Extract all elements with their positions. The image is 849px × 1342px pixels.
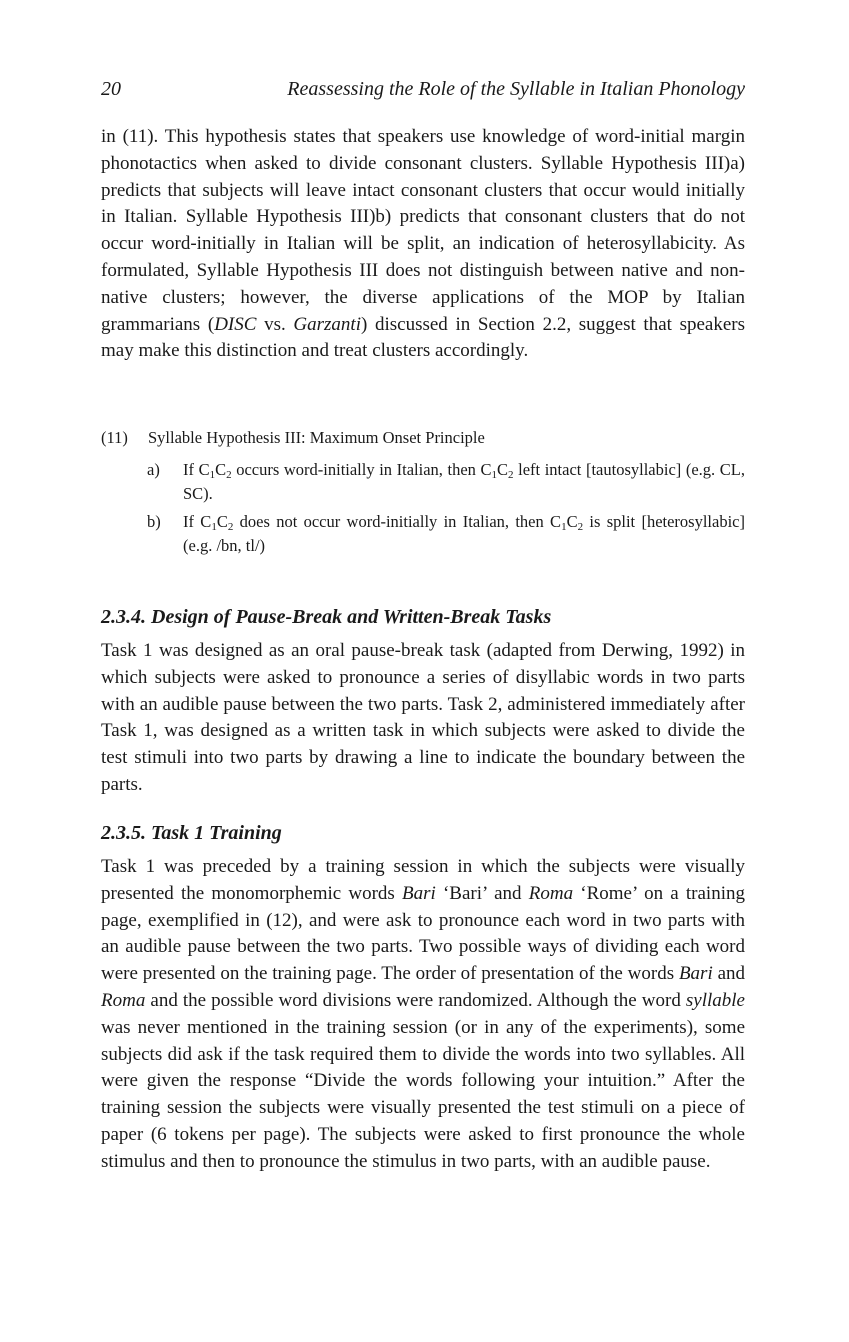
item-text: If C [183,460,210,479]
subscript: 1 [211,521,217,533]
paragraph-text: vs. [256,313,294,335]
running-title: Reassessing the Role of the Syllable in Italian Phonology [287,78,745,100]
garzanti-term: Garzanti [293,313,361,335]
item-text: C [215,460,227,479]
item-label: a) [147,460,160,479]
paragraph-text: ‘Rome’ on a training page, exemplified in (12), and were ask to pronounce each word in two parts with an audible pause between the two parts. Two possible ways of dividing each word were presented on the training page. The order of presentation of the words [101,882,745,985]
example-11 [101,426,745,558]
disc-term: DISC [214,313,257,335]
page-number: 20 [101,78,121,100]
item-text: C [566,512,578,531]
section-heading-2-3-5: 2.3.5. Task 1 Training [101,822,282,844]
paragraph-training [101,854,745,1176]
subscript: 1 [209,469,216,481]
item-text: If C [183,512,212,531]
paragraph-hypothesis [101,124,745,365]
subscript: 2 [226,469,232,481]
paragraph-text: Task 1 was preceded by a training session in which the subjects were visually presented the monomorphemic words [101,856,745,904]
item-text: occurs word-initially in Italian, then C [231,460,492,479]
term-roma: Roma [101,989,146,1011]
item-text: C [216,512,228,531]
subscript: 1 [561,521,567,533]
term-bari: Bari [678,963,713,985]
paragraph-text: ‘Bari’ and [435,882,529,904]
paragraph-design: Task 1 was designed as an oral pause-break task (adapted from Derwing, 1992) in which subjects were asked to pronounce a series of disyllabic words in two parts with an audible pause between the two parts. Task 2, administered immediately after Task 1, was designed as a written task in which subjects were asked to divide the test stimuli into two parts by drawing a line to indicate the boundary between the parts. [101,640,745,795]
subscript: 2 [577,521,584,533]
running-head [101,78,745,106]
example-item-b [101,510,745,558]
item-text: C [497,460,509,479]
paragraph-text: and the possible word divisions were randomized. Although the word [145,989,686,1011]
item-text: is split [heterosyllabic] (e.g. /bn, tl/) [183,512,745,555]
subscript: 1 [491,469,498,481]
subscript: 2 [508,469,514,481]
paragraph-text: ) discussed in Section 2.2, suggest that speakers may make this distinction and treat clusters accordingly. [101,313,745,362]
term-syllable: syllable [685,989,745,1011]
item-text: does not occur word-initially in Italian, then C [233,512,562,531]
term-bari: Bari [402,882,436,904]
example-number: (11) [101,428,128,447]
paragraph-text: was never mentioned in the training session (or in any of the experiments), some subjects did ask if the task required them to divide the words into two syllables. All were given the response “Divide the words following your intuition.” After the training session the subjects were visually presented the test stimuli on a piece of paper (6 tokens per page). The subjects were asked to first pronounce the whole stimulus and then to pronounce the stimulus in two parts, with an audible pause. [101,1016,745,1172]
section-heading-2-3-4: 2.3.4. Design of Pause-Break and Written-Break Tasks [101,606,552,628]
paragraph-text: in (11). This hypothesis states that speakers use knowledge of word-initial margin phonotactics when asked to divide consonant clusters. Syllable Hypothesis III)a) predicts that subjects will leave intact consonant clusters that occur would initially in Italian. Syllable Hypothesis III)b) predicts that consonant clusters that do not occur word-initially in Italian will be split, an indication of heterosyllabicity. As formulated, Syllable Hypothesis III does not distinguish between native and non-native clusters; however, the diverse applications of the MOP by Italian grammarians ( [101,126,745,335]
item-label: b) [147,512,161,531]
example-title: Syllable Hypothesis III: Maximum Onset Principle [148,428,485,447]
example-item-a [101,458,745,506]
subscript: 2 [227,521,234,533]
item-text: left intact [tautosyllabic] (e.g. CL, SC). [183,460,745,503]
term-roma: Roma [528,882,574,904]
paragraph-text: and [712,963,746,985]
